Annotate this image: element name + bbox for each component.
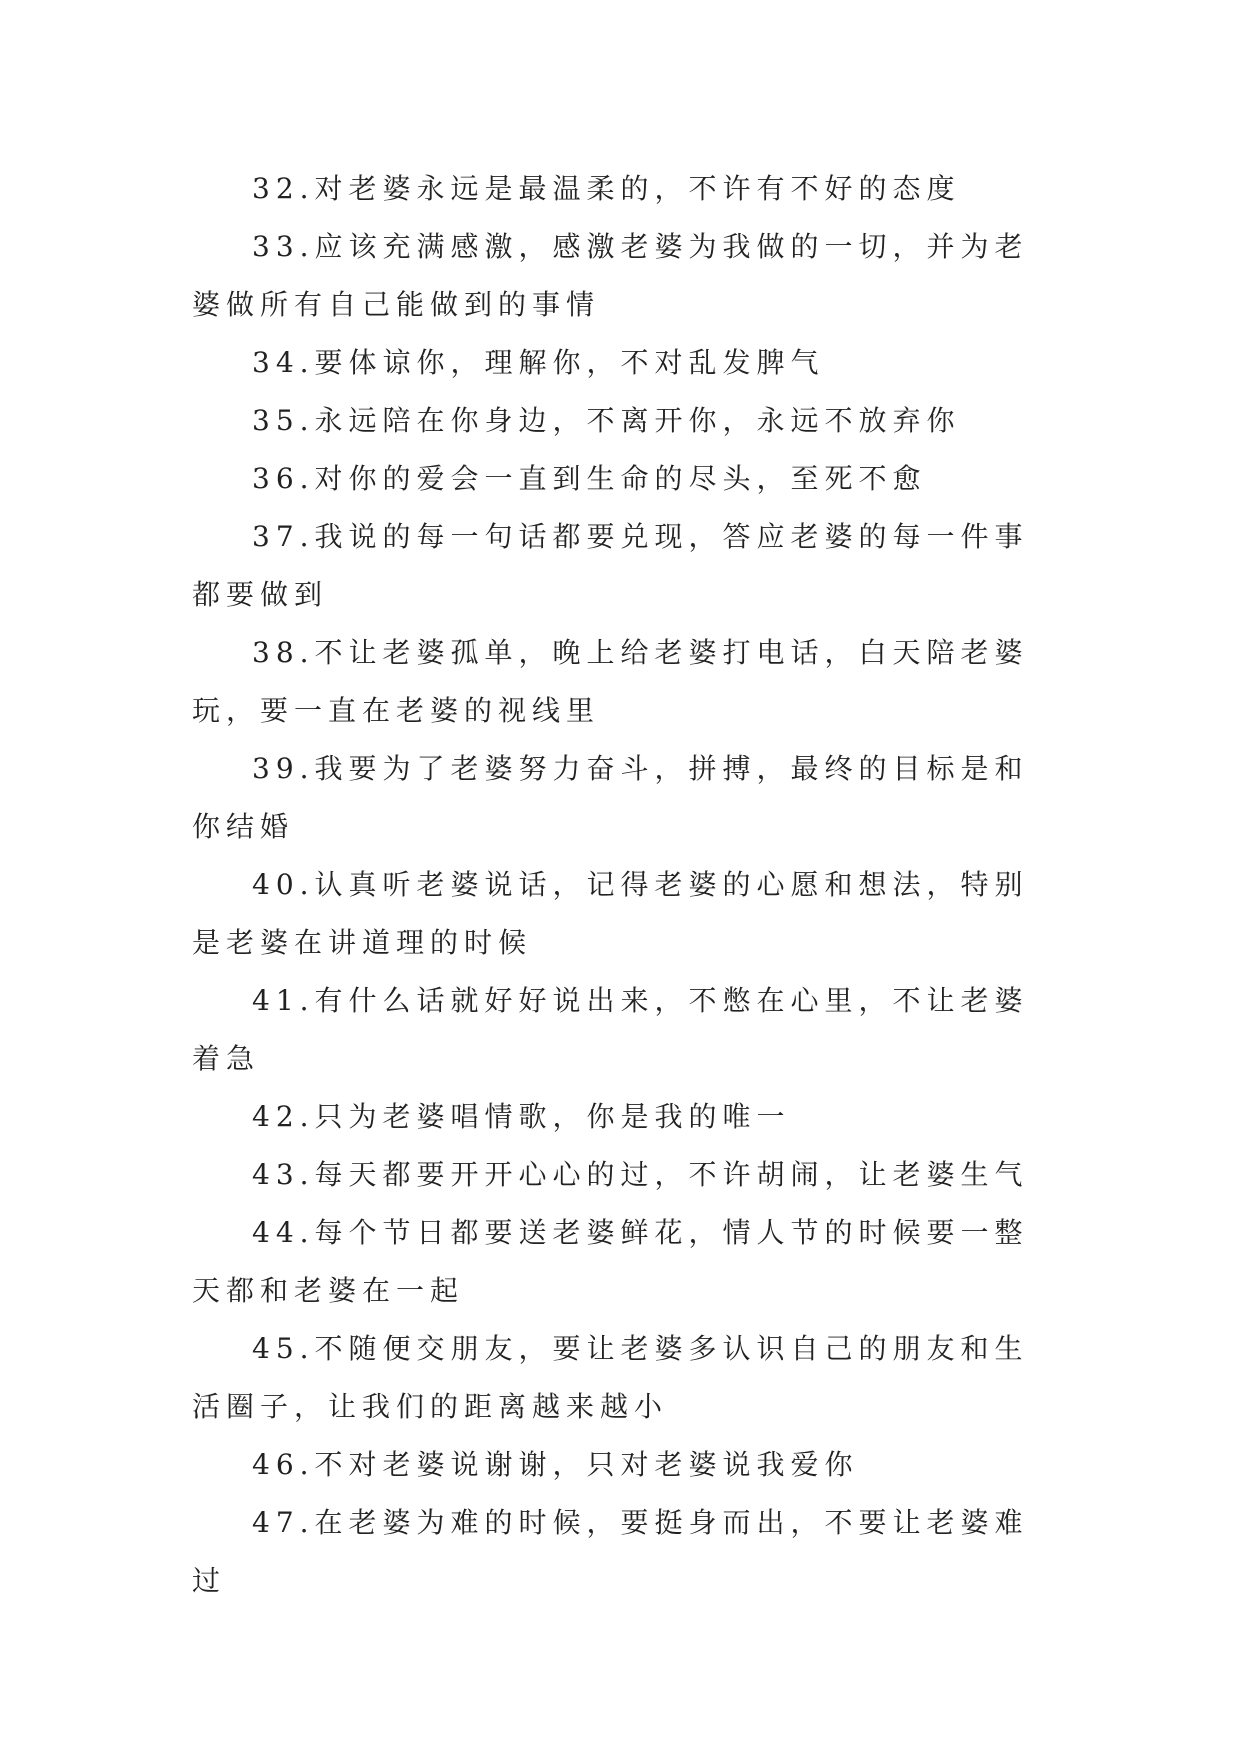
paragraph-45: 45.不随便交朋友，要让老婆多认识自己的朋友和生活圈子，让我们的距离越来越小 (192, 1332, 1029, 1423)
paragraph-39: 39.我要为了老婆努力奋斗，拼搏，最终的目标是和你结婚 (192, 752, 1029, 843)
paragraph-37: 37.我说的每一句话都要兑现，答应老婆的每一件事都要做到 (192, 520, 1029, 611)
paragraph-40: 40.认真听老婆说话，记得老婆的心愿和想法，特别是老婆在讲道理的时候 (192, 868, 1029, 959)
paragraph-38: 38.不让老婆孤单，晚上给老婆打电话，白天陪老婆玩，要一直在老婆的视线里 (192, 636, 1029, 727)
paragraph-42: 42.只为老婆唱情歌，你是我的唯一 (252, 1100, 791, 1133)
paragraph-47: 47.在老婆为难的时候，要挺身而出，不要让老婆难过 (192, 1506, 1029, 1597)
document-body (192, 160, 1062, 1610)
paragraph-34: 34.要体谅你，理解你，不对乱发脾气 (252, 346, 825, 379)
paragraph-35: 35.永远陪在你身边，不离开你，永远不放弃你 (252, 404, 961, 437)
paragraph-44: 44.每个节日都要送老婆鲜花，情人节的时候要一整天都和老婆在一起 (192, 1216, 1029, 1307)
paragraph-32: 32.对老婆永远是最温柔的，不许有不好的态度 (252, 172, 961, 205)
paragraph-43: 43.每天都要开开心心的过，不许胡闹，让老婆生气 (252, 1158, 1029, 1191)
paragraph-36: 36.对你的爱会一直到生命的尽头，至死不愈 (252, 462, 927, 495)
paragraph-41: 41.有什么话就好好说出来，不憋在心里，不让老婆着急 (192, 984, 1029, 1075)
paragraph-46: 46.不对老婆说谢谢，只对老婆说我爱你 (252, 1448, 859, 1481)
paragraph-33: 33.应该充满感激，感激老婆为我做的一切，并为老婆做所有自己能做到的事情 (192, 230, 1029, 321)
